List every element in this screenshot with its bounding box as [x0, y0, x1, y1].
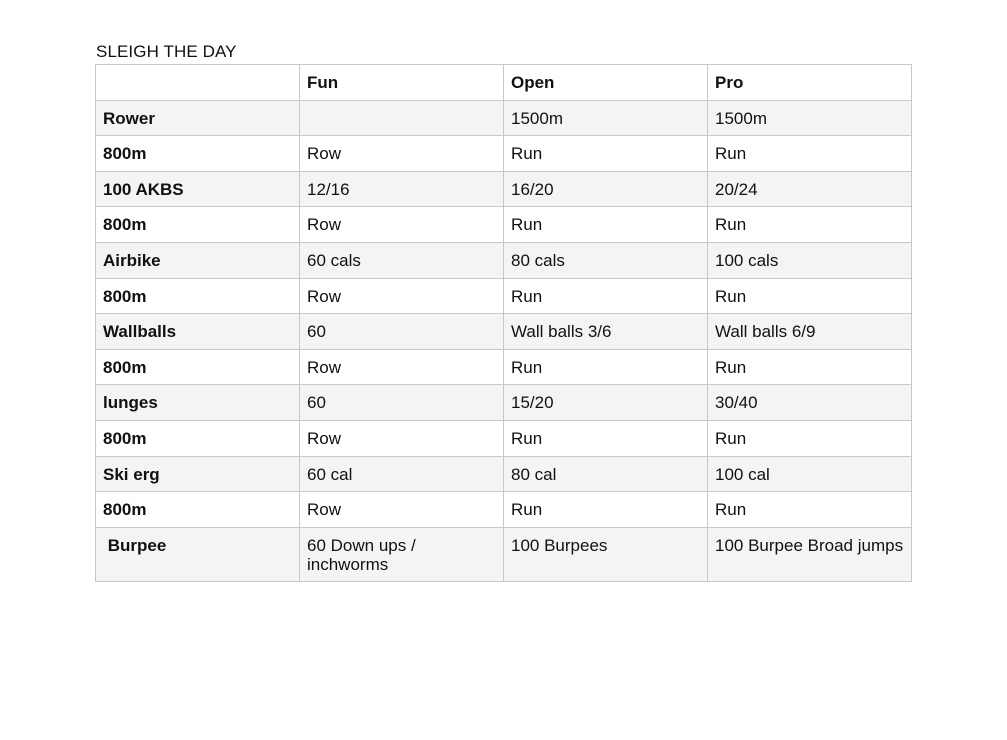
header-cell-open: Open — [504, 65, 708, 101]
header-cell-blank — [96, 65, 300, 101]
row-label: Ski erg — [96, 456, 300, 492]
table-row — [96, 527, 912, 581]
cell-open: 15/20 — [504, 385, 708, 421]
cell-open: Wall balls 3/6 — [504, 314, 708, 350]
cell-open: Run — [504, 278, 708, 314]
cell-open: Run — [504, 349, 708, 385]
table-row — [96, 420, 912, 456]
cell-pro: 100 cal — [708, 456, 912, 492]
cell-pro: Run — [708, 278, 912, 314]
cell-pro: Wall balls 6/9 — [708, 314, 912, 350]
cell-pro: 1500m — [708, 100, 912, 136]
cell-pro: Run — [708, 349, 912, 385]
cell-open: 16/20 — [504, 171, 708, 207]
cell-fun: Row — [300, 492, 504, 528]
cell-fun: 60 cals — [300, 242, 504, 278]
cell-open: 80 cal — [504, 456, 708, 492]
cell-fun: 12/16 — [300, 171, 504, 207]
cell-pro: 100 cals — [708, 242, 912, 278]
cell-fun: 60 — [300, 314, 504, 350]
row-label: 800m — [96, 420, 300, 456]
document-title: SLEIGH THE DAY — [96, 42, 237, 61]
table-row — [96, 314, 912, 350]
table-row — [96, 492, 912, 528]
row-label: 800m — [96, 492, 300, 528]
cell-pro: 30/40 — [708, 385, 912, 421]
table-row — [96, 171, 912, 207]
cell-fun: 60 — [300, 385, 504, 421]
header-cell-pro: Pro — [708, 65, 912, 101]
cell-open: Run — [504, 492, 708, 528]
table-row — [96, 207, 912, 243]
cell-open: Run — [504, 420, 708, 456]
row-label: Airbike — [96, 242, 300, 278]
cell-fun: Row — [300, 278, 504, 314]
table-row — [96, 456, 912, 492]
row-label: 800m — [96, 349, 300, 385]
cell-open: 1500m — [504, 100, 708, 136]
cell-pro: Run — [708, 420, 912, 456]
workout-table — [95, 64, 912, 582]
cell-fun: Row — [300, 207, 504, 243]
row-label: 800m — [96, 278, 300, 314]
table-row — [96, 100, 912, 136]
row-label: 800m — [96, 136, 300, 172]
table-row — [96, 349, 912, 385]
cell-open: Run — [504, 136, 708, 172]
row-label: 100 AKBS — [96, 171, 300, 207]
cell-pro: Run — [708, 207, 912, 243]
cell-pro: Run — [708, 492, 912, 528]
cell-pro: 100 Burpee Broad jumps — [708, 527, 912, 581]
table-header-row — [96, 65, 912, 101]
table-row — [96, 136, 912, 172]
row-label: Rower — [96, 100, 300, 136]
row-label: Wallballs — [96, 314, 300, 350]
cell-open: Run — [504, 207, 708, 243]
table-row — [96, 278, 912, 314]
cell-open: 80 cals — [504, 242, 708, 278]
cell-fun: Row — [300, 349, 504, 385]
table-row — [96, 242, 912, 278]
row-label: Burpee — [96, 527, 300, 581]
cell-fun: 60 cal — [300, 456, 504, 492]
cell-fun: Row — [300, 420, 504, 456]
cell-pro: 20/24 — [708, 171, 912, 207]
row-label: 800m — [96, 207, 300, 243]
row-label: lunges — [96, 385, 300, 421]
cell-open: 100 Burpees — [504, 527, 708, 581]
cell-pro: Run — [708, 136, 912, 172]
table-row — [96, 385, 912, 421]
cell-fun — [300, 100, 504, 136]
cell-fun: 60 Down ups / inchworms — [300, 527, 504, 581]
header-cell-fun: Fun — [300, 65, 504, 101]
cell-fun: Row — [300, 136, 504, 172]
